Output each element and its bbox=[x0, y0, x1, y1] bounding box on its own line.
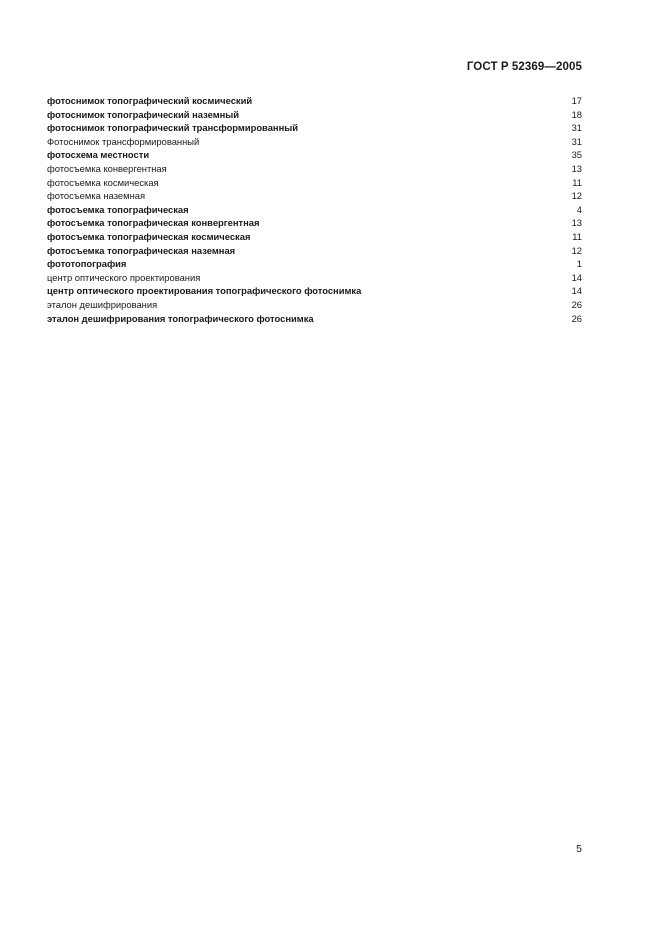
index-page-ref: 31 bbox=[571, 122, 582, 134]
index-term: центр оптического проектирования топографического фотоснимка bbox=[47, 285, 362, 297]
term-index-list bbox=[47, 94, 582, 325]
index-page-ref: 18 bbox=[571, 108, 582, 120]
index-entry bbox=[47, 284, 582, 298]
index-page-ref: 12 bbox=[571, 244, 582, 256]
index-term: фотосъемка конвергентная bbox=[47, 162, 167, 174]
index-entry bbox=[47, 203, 582, 217]
index-term: фотосъемка топографическая космическая bbox=[47, 230, 251, 242]
document-standard-header: ГОСТ Р 52369—2005 bbox=[466, 61, 582, 73]
index-term: центр оптического проектирования bbox=[47, 271, 201, 283]
index-term: фотосъемка наземная bbox=[47, 190, 146, 202]
index-term: фотосъемка топографическая наземная bbox=[47, 244, 236, 256]
index-term: эталон дешифрирования bbox=[47, 298, 158, 310]
index-term: фотосхема местности bbox=[47, 149, 150, 161]
index-term: фототопография bbox=[47, 258, 127, 270]
index-page-ref: 12 bbox=[571, 190, 582, 202]
index-term: фотоснимок топографический космический bbox=[47, 95, 253, 106]
index-entry bbox=[47, 216, 582, 230]
index-entry bbox=[47, 244, 582, 258]
index-term: эталон дешифрирования топографического фотоснимка bbox=[47, 312, 314, 324]
index-entry bbox=[47, 298, 582, 312]
index-entry bbox=[47, 189, 582, 203]
index-term: фотоснимок топографический трансформированный bbox=[47, 122, 298, 134]
page-number: 5 bbox=[576, 843, 582, 855]
index-entry bbox=[47, 230, 582, 244]
index-page-ref: 14 bbox=[571, 271, 582, 283]
index-entry bbox=[47, 312, 582, 326]
index-page-ref: 1 bbox=[576, 258, 582, 270]
index-entry bbox=[47, 94, 582, 108]
index-page-ref: 26 bbox=[571, 298, 582, 310]
index-page-ref: 11 bbox=[572, 176, 582, 188]
index-page-ref: 17 bbox=[571, 95, 582, 106]
index-term: Фотоснимок трансформированный bbox=[47, 135, 200, 147]
index-page-ref: 13 bbox=[571, 162, 582, 174]
index-term: фотосъемка топографическая bbox=[47, 203, 189, 215]
index-page-ref: 11 bbox=[572, 230, 582, 242]
index-page-ref: 4 bbox=[576, 203, 582, 215]
index-entry bbox=[47, 148, 582, 162]
index-entry bbox=[47, 271, 582, 285]
index-page-ref: 26 bbox=[571, 312, 582, 324]
index-entry bbox=[47, 176, 582, 190]
index-entry bbox=[47, 108, 582, 122]
index-page-ref: 13 bbox=[571, 217, 582, 229]
index-term: фотосъемка топографическая конвергентная bbox=[47, 217, 260, 229]
index-page-ref: 14 bbox=[571, 285, 582, 297]
index-term: фотосъемка космическая bbox=[47, 176, 159, 188]
index-entry bbox=[47, 162, 582, 176]
index-term: фотоснимок топографический наземный bbox=[47, 108, 240, 120]
index-page-ref: 31 bbox=[571, 135, 582, 147]
index-entry bbox=[47, 121, 582, 135]
index-entry bbox=[47, 135, 582, 149]
index-page-ref: 35 bbox=[571, 149, 582, 161]
index-entry bbox=[47, 257, 582, 271]
